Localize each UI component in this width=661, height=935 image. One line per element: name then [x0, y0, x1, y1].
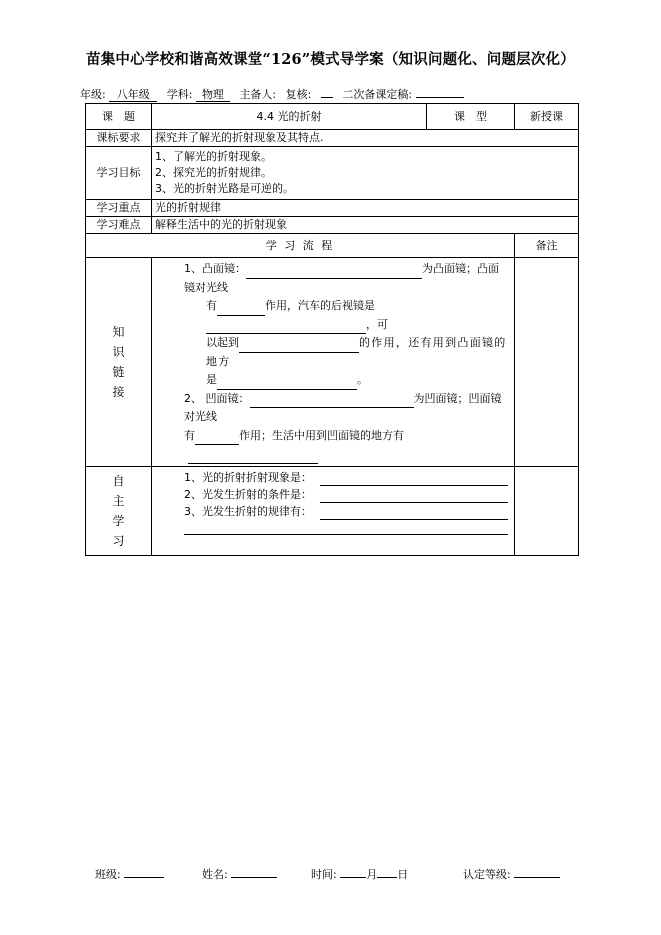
goal-item: 3、光的折射光路是可逆的。 — [155, 182, 294, 195]
lesson-plan-table — [85, 103, 579, 556]
day-blank[interactable] — [377, 877, 397, 878]
fill-blank[interactable] — [250, 396, 414, 408]
difficulty-label: 学习难点 — [86, 217, 152, 234]
knowledge-notes-cell — [515, 258, 579, 467]
fill-blank[interactable] — [217, 378, 357, 390]
subject-value: 物理 — [196, 89, 230, 102]
process-header-row — [86, 234, 579, 258]
month-blank[interactable] — [340, 877, 366, 878]
preparer-label: 主备人: — [239, 88, 277, 101]
concave-line-1: 2、 凹面镜： 为凹面镜；凹面镜对光线 — [184, 391, 502, 423]
self-study-item: 3、光发生折射的规律有： — [184, 503, 508, 520]
convex-line-2: 有 作用，汽车的后视镜是，可 — [186, 297, 508, 334]
self-study-label: 自主学习 — [112, 473, 125, 548]
knowledge-label-cell — [86, 258, 152, 467]
grade-value: 八年级 — [109, 89, 157, 102]
grade-label: 年级: — [80, 88, 106, 101]
key-row — [86, 200, 579, 217]
convex-line-4: 是 。 — [186, 371, 508, 390]
class-blank[interactable] — [124, 877, 164, 878]
subject-label: 学科: — [166, 88, 193, 101]
footer-name: 姓名: — [202, 866, 277, 882]
key-label: 学习重点 — [86, 200, 152, 217]
goal-item: 2、探究光的折射规律。 — [155, 166, 272, 179]
standard-row — [86, 130, 579, 147]
fill-blank[interactable] — [320, 474, 508, 486]
self-study-notes-cell — [515, 466, 579, 555]
footer-grade-level: 认定等级: — [463, 866, 560, 882]
answer-line[interactable] — [184, 520, 508, 535]
goal-item: 1、了解光的折射现象。 — [155, 150, 272, 163]
difficulty-value: 解释生活中的光的折射现象 — [152, 217, 579, 234]
second-prep-blank — [416, 97, 464, 98]
fill-blank[interactable] — [320, 491, 508, 503]
self-study-item: 1、光的折射折射现象是： — [184, 469, 508, 486]
goals-list — [152, 147, 579, 200]
self-study-row — [86, 466, 579, 555]
fill-blank[interactable] — [195, 433, 239, 445]
topic-row — [86, 104, 579, 130]
footer-time: 时间: 月 日 — [311, 868, 409, 881]
meta-row — [80, 86, 464, 102]
fill-blank[interactable] — [188, 452, 318, 464]
knowledge-content — [152, 258, 515, 467]
standard-label: 课标要求 — [86, 130, 152, 147]
fill-blank[interactable] — [206, 322, 366, 334]
grade-level-blank[interactable] — [514, 877, 560, 878]
key-value: 光的折射规律 — [152, 200, 579, 217]
convex-line-3: 以起到 的作用，还有用到凸面镜的地方 — [206, 336, 507, 368]
self-study-item: 2、光发生折射的条件是： — [184, 486, 508, 503]
review-label: 复核: — [285, 88, 312, 101]
second-prep-label: 二次备课定稿: — [342, 88, 413, 101]
concave-line-2: 有 作用；生活中用到凹面镜的地方有 — [184, 427, 508, 464]
fill-blank[interactable] — [246, 267, 422, 279]
fill-blank[interactable] — [239, 341, 359, 353]
fill-blank[interactable] — [217, 304, 265, 316]
review-blank — [321, 97, 333, 98]
fill-blank[interactable] — [320, 508, 508, 520]
goals-label: 学习目标 — [86, 147, 152, 200]
self-study-content — [152, 466, 515, 555]
goals-row — [86, 147, 579, 200]
process-header: 学 习 流 程 — [86, 234, 515, 258]
document-title: 苗集中心学校和谐高效课堂“126”模式导学案（知识问题化、问题层次化） — [86, 51, 575, 68]
name-blank[interactable] — [231, 877, 277, 878]
topic-value: 4.4 光的折射 — [152, 104, 427, 130]
type-label: 课 型 — [427, 104, 515, 130]
footer-class: 班级: — [95, 866, 164, 882]
type-value: 新授课 — [515, 104, 579, 130]
self-study-label-cell — [86, 466, 152, 555]
topic-label: 课 题 — [86, 104, 152, 130]
knowledge-row — [86, 258, 579, 467]
knowledge-label: 知识链接 — [112, 324, 125, 399]
standard-value: 探究并了解光的折射现象及其特点. — [152, 130, 579, 147]
difficulty-row — [86, 217, 579, 234]
notes-header: 备注 — [515, 234, 579, 258]
convex-line-1: 1、凸面镜： 为凸面镜；凸面镜对光线 — [184, 262, 499, 294]
